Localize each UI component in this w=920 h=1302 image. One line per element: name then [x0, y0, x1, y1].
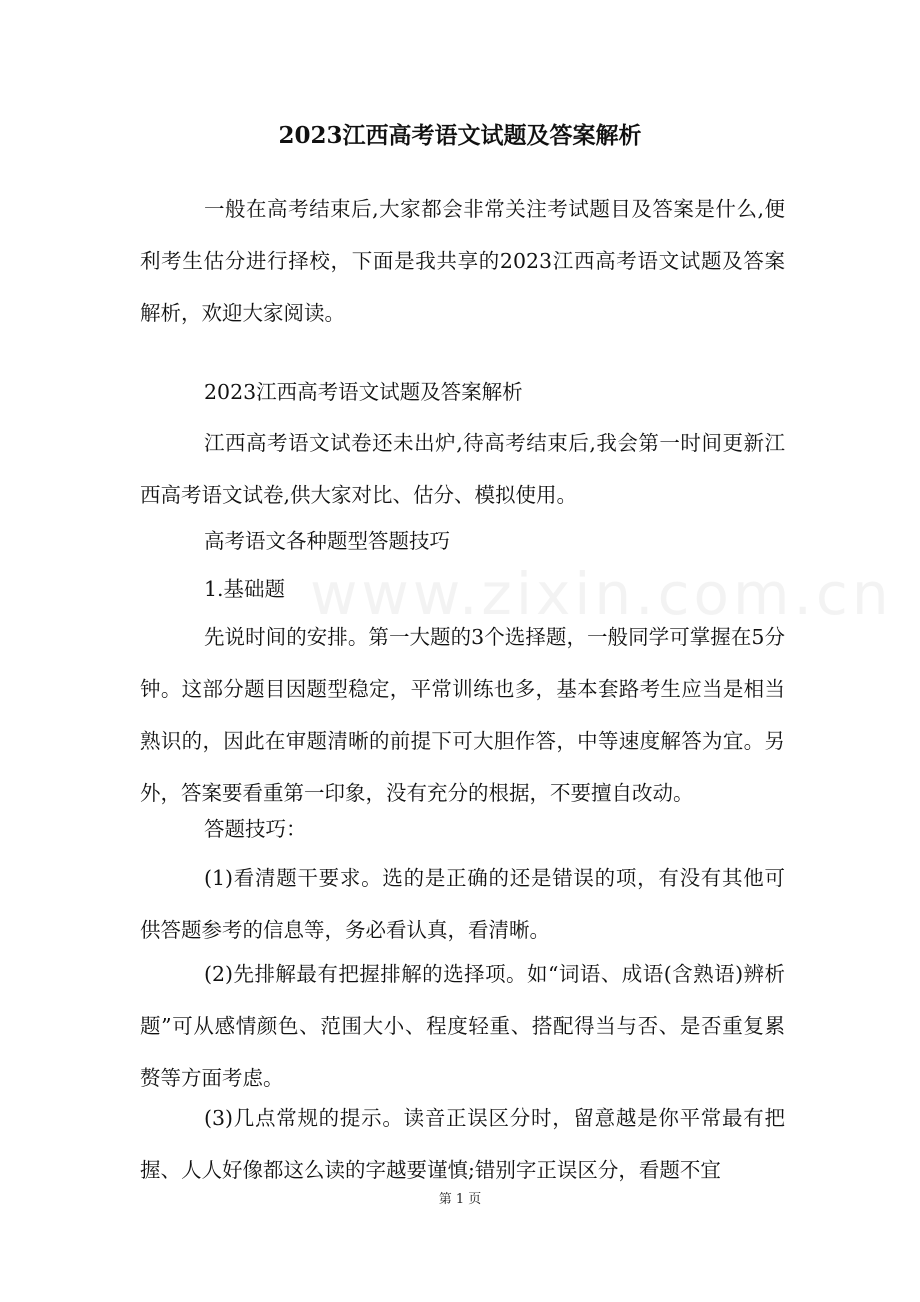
paragraph-intro: 一般在高考结束后,大家都会非常关注考试题目及答案是什么,便利考生估分进行择校，下面是我共享的2023江西高考语文试题及答案解析，欢迎大家阅读。 [140, 197, 785, 325]
paragraph-tip-3: (3)几点常规的提示。读音正误区分时，留意越是你平常最有把握、人人好像都这么读的字越要谨慎;错别字正误区分，看题不宜 [140, 1106, 785, 1182]
page-number: 第 1 页 [438, 1192, 482, 1207]
paragraph-notice: 江西高考语文试卷还未出炉,待高考结束后,我会第一时间更新江西高考语文试卷,供大家对比、估分、模拟使用。 [140, 431, 785, 507]
paragraph-basic-questions: 1.基础题 [204, 577, 286, 601]
paragraph-subtitle: 2023江西高考语文试题及答案解析 [204, 380, 523, 404]
paragraph-tip-1: (1)看清题干要求。选的是正确的还是错误的项，有没有其他可供答题参考的信息等，务必看认真，看清晰。 [140, 866, 785, 942]
paragraph-tip-2: (2)先排解最有把握排解的选择项。如“词语、成语(含熟语)辨析题”可从感情颜色、范围大小、程度轻重、搭配得当与否、是否重复累赘等方面考虑。 [140, 962, 785, 1090]
document-title: 2023江西高考语文试题及答案解析 [278, 122, 642, 149]
watermark: www.zixin.com.cn [310, 560, 893, 628]
paragraph-tips-heading: 答题技巧： [204, 817, 307, 841]
paragraph-section-heading: 高考语文各种题型答题技巧 [204, 529, 450, 553]
paragraph-time-arrangement: 先说时间的安排。第一大题的3个选择题，一般同学可掌握在5分钟。这部分题目因题型稳定，平常训练也多，基本套路考生应当是相当熟识的，因此在审题清晰的前提下可大胆作答，中等速度解答为宜。另外，答案要看重第一印象，没有充分的根据，不要擅自改动。 [140, 625, 785, 805]
